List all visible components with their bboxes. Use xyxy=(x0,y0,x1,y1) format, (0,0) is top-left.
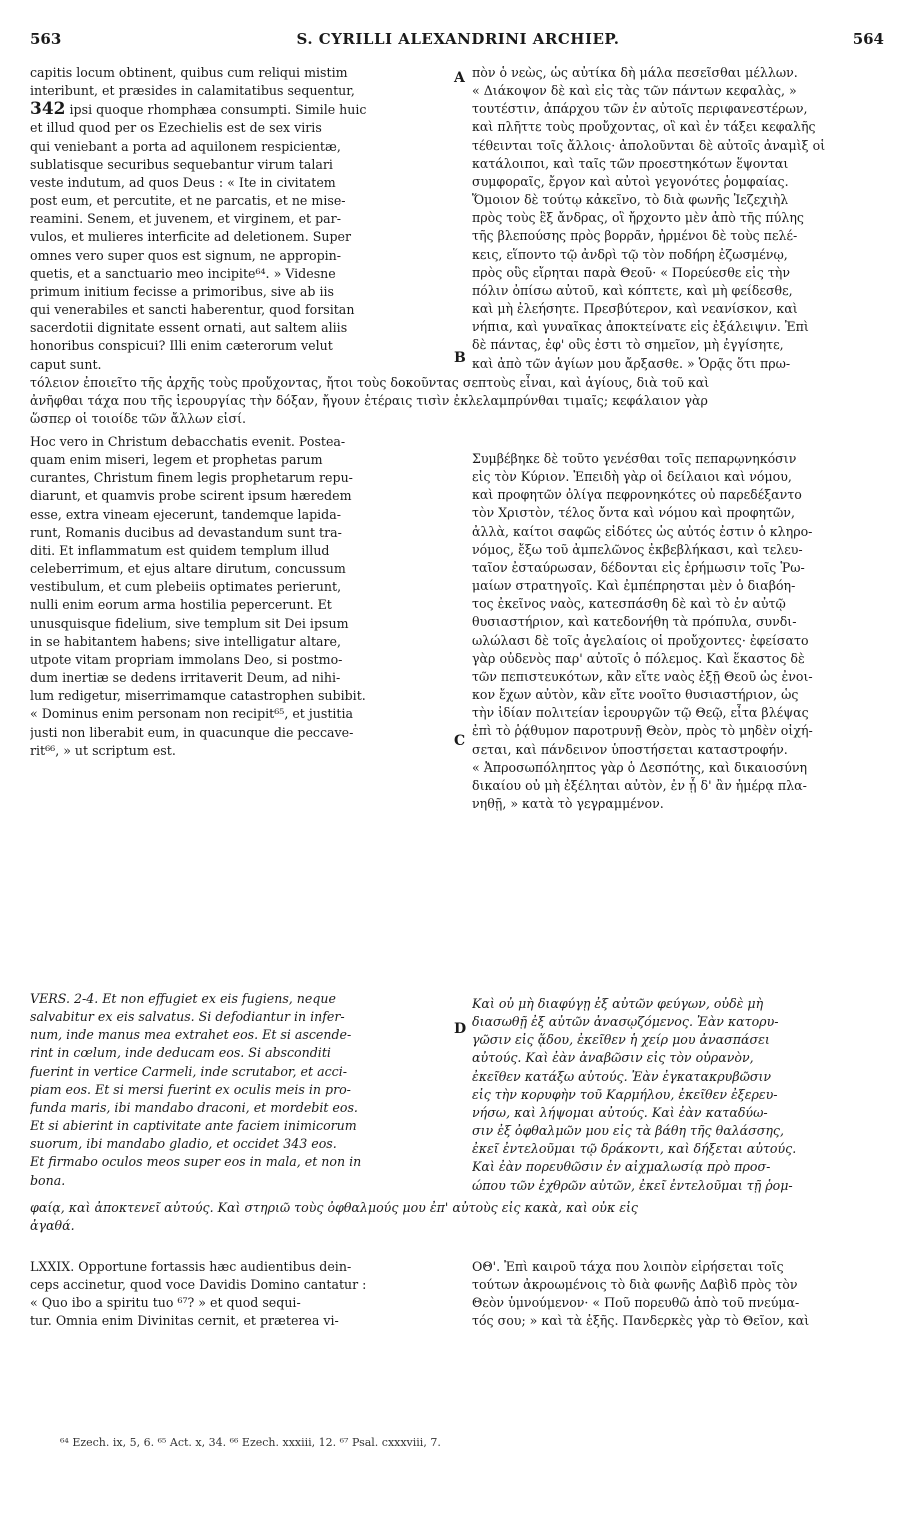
text-line: ἀνῆφθαι τάχα που τῆς ἱερουργίας τὴν δόξαν, ἤγουν ἑτέραις τισὶν ἐκλελαμπρύνθαι τιμαῖς; κεφάλαιον γὰρ xyxy=(30,393,708,409)
text-line: celeberrimum, et ejus altare dirutum, concussum xyxy=(30,561,346,577)
greek-closing-paragraph xyxy=(472,1258,884,1331)
text-line: piam eos. Et si mersi fuerint ex oculis meis in pro- xyxy=(30,1081,351,1097)
text-line: τέθεινται τοῖς ἄλλοις· ἀπολοῦνται δὲ αὐτοῖς ἀναμὶξ οἱ xyxy=(472,137,826,153)
text-line: ἐκεῖθεν κατάξω αὐτούς. Ἐὰν ἐγκατακρυβῶσιν xyxy=(472,1068,772,1084)
text-line: dum inertiæ se dedens irritaverit Deum, ad nihi- xyxy=(30,670,341,686)
text-line: γὰρ οὐδενὸς παρ' αὐτοῖς ὁ πόλεμος. Καὶ ἕκαστος δὲ xyxy=(472,650,805,666)
text-line: funda maris, ibi mandabo draconi, et mordebit eos. xyxy=(30,1099,358,1115)
text-line: tur. Omnia enim Divinitas cernit, et præterea vi- xyxy=(30,1313,339,1329)
text-line: interibunt, et præsides in calamitatibus sequentur, xyxy=(30,83,355,99)
text-line xyxy=(30,100,450,119)
text-line: rit⁶⁶, » ut scriptum est. xyxy=(30,742,176,758)
text-line: « Dominus enim personam non recipit⁶⁵, et justitia xyxy=(30,706,354,722)
text-line: γῶσιν εἰς ᾅδου, ἐκεῖθεν ἡ χείρ μου ἀνασπάσει xyxy=(472,1032,770,1048)
greek-spanning-text-2 xyxy=(30,1199,886,1235)
text-line: nulli enim eorum arma hostilia pepercerunt. Et xyxy=(30,597,332,613)
text-line: Καὶ ἐὰν πορευθῶσιν ἐν αἰχμαλωσίᾳ πρὸ προσ- xyxy=(472,1159,771,1175)
text-line: Ὅμοιον δὲ τούτῳ κἀκεῖνο, τὸ διὰ φωνῆς Ἰεζεχιὴλ xyxy=(472,192,789,208)
text-line: τὸν Χριστὸν, τέλος ὄντα καὶ νόμου καὶ προφητῶν, xyxy=(472,505,795,521)
left-page-number: 563 xyxy=(30,30,62,48)
text-line: διασωθῇ ἐξ αὐτῶν ἀνασῳζόμενος. Ἐὰν κατορυ- xyxy=(472,1014,779,1030)
text-line: τούτων ἀκροωμένοις τὸ διὰ φωνῆς Δαβὶδ πρὸς τὸν xyxy=(472,1277,798,1293)
latin-verse-block xyxy=(30,990,450,1190)
text-line: ὥσπερ οἱ τοιοίδε τῶν ἄλλων εἰσί. xyxy=(30,411,247,427)
text-line: ἀγαθά. xyxy=(30,1218,75,1234)
text-line: φαίᾳ, καὶ ἀποκτενεῖ αὐτούς. Καὶ στηριῶ τοὺς ὀφθαλμούς μου ἐπ' αὐτοὺς εἰς κακὰ, καὶ οὐκ εἰς xyxy=(30,1200,638,1215)
text-line: sacerdotii dignitate essent ornati, aut saltem aliis xyxy=(30,320,348,336)
text-line: runt, Romanis ducibus ad devastandum sunt tra- xyxy=(30,524,342,540)
text-line: πρὸς τοὺς ἓξ ἄνδρας, οἳ ἤρχοντο μὲν ἀπὸ τῆς πύλης xyxy=(472,210,804,226)
text-line: κον ἔχων αὐτὸν, κἂν εἴτε νοοῖτο θυσιαστήριον, ὡς xyxy=(472,687,799,703)
text-line: qui venerabiles et sancti haberentur, quod forsitan xyxy=(30,302,355,318)
text-line: post eum, et percutite, et ne parcatis, et ne mise- xyxy=(30,193,346,209)
text-line: Θεὸν ὑμνούμενον· « Ποῦ πορευθῶ ἀπὸ τοῦ πνεύμα- xyxy=(472,1295,800,1311)
text-line: τός σου; » καὶ τὰ ἑξῆς. Πανδερκὲς γὰρ τὸ Θεῖον, καὶ xyxy=(472,1313,810,1329)
text-line: VERS. 2-4. Et non effugiet ex eis fugiens, neque xyxy=(30,991,336,1006)
margin-letter-d: D xyxy=(454,1021,467,1037)
text-line: ἀλλὰ, καίτοι σαφῶς εἰδότες ὡς αὐτός ἐστιν ὁ κληρο- xyxy=(472,523,813,539)
text-line: μαίων στρατηγοῖς. Καὶ ἐμπέπρησται μὲν ὁ διαβόη- xyxy=(472,578,796,594)
text-line: rint in cœlum, inde deducam eos. Si absconditi xyxy=(30,1045,331,1061)
margin-letter-c: C xyxy=(454,733,466,749)
text-line: καὶ προφητῶν ὀλίγα πεφρονηκότες οὐ παρεδέξαντο xyxy=(472,487,802,503)
latin-middle-column xyxy=(30,433,450,760)
text-line: diti. Et inflammatum est quidem templum illud xyxy=(30,542,330,558)
text-line: suorum, ibi mandabo gladio, et occidet 343 eos. xyxy=(30,1136,337,1152)
greek-top-column xyxy=(472,64,884,373)
text-line: unusquisque fidelium, sive templum sit Dei ipsum xyxy=(30,615,349,631)
text-line: bona. xyxy=(30,1172,66,1188)
text-line: utpote vitam propriam immolans Deo, si postmo- xyxy=(30,651,343,667)
text-line: et illud quod per os Ezechielis est de sex viris xyxy=(30,120,322,136)
margin-letter-b: B xyxy=(454,350,466,366)
text-line: καὶ μὴ ἐλεήσητε. Πρεσβύτερον, καὶ νεανίσκον, καὶ xyxy=(472,301,798,317)
text-line: Hoc vero in Christum debacchatis evenit. Postea- xyxy=(30,434,346,449)
latin-top-column xyxy=(30,64,450,374)
text-line: ceps accinetur, quod voce Davidis Domino cantatur : xyxy=(30,1277,367,1293)
text-line: « Διάκοψον δὲ καὶ εἰς τὰς τῶν πάντων κεφαλὰς, » xyxy=(472,83,797,99)
text-line: curantes, Christum finem legis prophetarum repu- xyxy=(30,470,353,486)
text-line: vestibulum, et cum plebeiis optimates perierunt, xyxy=(30,579,342,595)
text-line: εἰς τὴν κορυφὴν τοῦ Καρμήλου, ἐκεῖθεν ἐξερευ- xyxy=(472,1086,778,1102)
latin-closing-paragraph xyxy=(30,1258,450,1331)
text-line: δικαίου οὐ μὴ ἐξέληται αὐτὸν, ἐν ᾗ δ' ἂν ἡμέρᾳ πλα- xyxy=(472,777,807,793)
footnotes: ⁶⁴ Ezech. ix, 5, 6. ⁶⁵ Act. x, 34. ⁶⁶ Ezech. xxxiii, 12. ⁶⁷ Psal. cxxxviii, 7. xyxy=(60,1436,441,1449)
text-line: νήσω, καὶ λήψομαι αὐτούς. Καὶ ἐὰν καταδύω- xyxy=(472,1104,768,1120)
text-line: quetis, et a sanctuario meo incipite⁶⁴. » Videsne xyxy=(30,265,336,281)
text-line: caput sunt. xyxy=(30,356,102,372)
text-line: σεται, καὶ πάνδεινον ὑποστήσεται καταστροφήν. xyxy=(472,741,788,757)
text-line: primum initium fecisse a primoribus, sive ab iis xyxy=(30,283,334,299)
column-number-342: 342 xyxy=(30,100,66,120)
text-line: reamini. Senem, et juvenem, et virginem, et par- xyxy=(30,211,341,227)
text-line: capitis locum obtinent, quibus cum reliqui mistim xyxy=(30,65,348,80)
text-line: Et si abierint in captivitate ante faciem inimicorum xyxy=(30,1118,357,1134)
text-line: καὶ ἀπὸ τῶν ἁγίων μου ἄρξασθε. » Ὁρᾷς ὅτι πρω- xyxy=(472,355,791,371)
text-line: esse, extra vineam ejecerunt, tandemque lapida- xyxy=(30,506,341,522)
text-line: τος ἐκεῖνος ναὸς, κατεσπάσθη δὲ καὶ τὸ ἐν αὐτῷ xyxy=(472,596,786,612)
text-line: vulos, et mulieres interficite ad deletionem. Super xyxy=(30,229,352,245)
text-line: in se habitantem habens; sive intelligatur altare, xyxy=(30,633,342,649)
text-line: τόλειον ἐποιεῖτο τῆς ἀρχῆς τοὺς προὔχοντας, ἤτοι τοὺς δοκοῦντας σεπτοὺς εἶναι, καὶ ἁγίους, διὰ τοῦ καὶ xyxy=(30,375,710,390)
margin-letter-a: A xyxy=(454,70,465,86)
text-line: ταῖον ἐσταύρωσαν, δέδονται εἰς ἐρήμωσιν τοῖς Ῥω- xyxy=(472,559,805,575)
right-page-number: 564 xyxy=(852,30,884,48)
text-line: κατάλοιποι, καὶ ταῖς τῶν προεστηκότων ἕψονται xyxy=(472,155,789,171)
text-line: Et firmabo oculos meos super eos in mala, et non in xyxy=(30,1154,362,1170)
text-line: ώπου τῶν ἐχθρῶν αὐτῶν, ἐκεῖ ἐντελοῦμαι τῇ ῥομ- xyxy=(472,1177,793,1193)
text-fragment: ipsi quoque rhomphæa consumpti. Simile huic xyxy=(69,102,367,118)
text-line: συμφοραῖς, ἔργον καὶ αὐτοὶ γεγονότες ῥομφαίας. xyxy=(472,173,789,189)
text-line: quam enim miseri, legem et prophetas parum xyxy=(30,452,323,468)
text-line: ἐκεῖ ἐντελοῦμαι τῷ δράκοντι, καὶ δήξεται αὐτούς. xyxy=(472,1141,797,1157)
text-line: νήπια, καὶ γυναῖκας ἀποκτείνατε εἰς ἐξάλειψιν. Ἐπὶ xyxy=(472,319,809,335)
text-line: πὸν ὁ νεὼς, ὡς αὐτίκα δὴ μάλα πεσεῖσθαι μέλλων. xyxy=(472,65,798,80)
text-line: fuerint in vertice Carmeli, inde scrutabor, et acci- xyxy=(30,1063,347,1079)
text-line: Συμβέβηκε δὲ τοῦτο γενέσθαι τοῖς πεπαρῳνηκόσιν xyxy=(472,451,797,466)
greek-verse-block xyxy=(472,995,884,1195)
text-line: αὐτούς. Καὶ ἐὰν ἀναβῶσιν εἰς τὸν οὐρανὸν, xyxy=(472,1050,754,1066)
text-line: « Ἀπροσωπόληπτος γὰρ ὁ Δεσπότης, καὶ δικαιοσύνη xyxy=(472,759,808,775)
text-line: δὲ πάντας, ἐφ' οὓς ἐστι τὸ σημεῖον, μὴ ἐγγίσητε, xyxy=(472,337,784,353)
running-title: S. CYRILLI ALEXANDRINI ARCHIEP. xyxy=(296,30,620,48)
text-line: καὶ πλῆττε τοὺς προὔχοντας, οἳ καὶ ἐν τάξει κεφαλῆς xyxy=(472,119,816,135)
text-line: veste indutum, ad quos Deus : « Ite in civitatem xyxy=(30,174,336,190)
text-line: πρὸς οὓς εἴρηται παρὰ Θεοῦ· « Πορεύεσθε εἰς τὴν xyxy=(472,264,790,280)
text-line: LXXIX. Opportune fortassis hæc audientibus dein- xyxy=(30,1259,352,1274)
greek-middle-column xyxy=(472,450,884,813)
text-line: Καὶ οὐ μὴ διαφύγῃ ἐξ αὐτῶν φεύγων, οὐδὲ μὴ xyxy=(472,996,764,1011)
text-line: lum redigetur, miserrimamque catastrophen subibit. xyxy=(30,688,366,704)
text-line: « Quo ibo a spiritu tuo ⁶⁷? » et quod sequi- xyxy=(30,1295,301,1311)
text-line: τουτέστιν, ἀπάρχου τῶν ἐν αὐτοῖς περιφανεστέρων, xyxy=(472,101,808,117)
running-header xyxy=(0,30,916,56)
text-line: sublatisque securibus sequebantur virum talari xyxy=(30,156,333,172)
text-line: ἐπὶ τὸ ῥᾴθυμον παροτρυνῇ Θεὸν, πρὸς τὸ μηδὲν οἰχή- xyxy=(472,723,813,739)
text-line: omnes vero super quos est signum, ne appropin- xyxy=(30,247,342,263)
text-line: diarunt, et quamvis probe scirent ipsum hæredem xyxy=(30,488,352,504)
text-line: salvabitur ex eis salvatus. Si defodiantur in infer- xyxy=(30,1009,345,1025)
text-line: τῶν πεπιστευκότων, κἂν εἴτε ναὸς ἐξῇ Θεοῦ ὡς ἐνοι- xyxy=(472,668,813,684)
text-line: ΟΘ'. Ἐπὶ καιροῦ τάχα που λοιπὸν εἰρήσεται τοῖς xyxy=(472,1259,784,1274)
text-line: θυσιαστήριον, καὶ κατεδονήθη τὰ πρόπυλα, συνδι- xyxy=(472,614,797,630)
text-line: κεις, εἵποντο τῷ ἀνδρὶ τῷ τὸν ποδήρη ἐζωσμένῳ, xyxy=(472,246,788,262)
text-line: qui veniebant a porta ad aquilonem respicientæ, xyxy=(30,138,341,154)
text-line: εἰς τὸν Κύριον. Ἐπειδὴ γὰρ οἱ δείλαιοι καὶ νόμου, xyxy=(472,469,792,485)
text-line: πόλιν ὀπίσω αὐτοῦ, καὶ κόπτετε, καὶ μὴ φείδεσθε, xyxy=(472,282,793,298)
text-line: νηθῇ, » κατὰ τὸ γεγραμμένον. xyxy=(472,795,664,811)
text-line: num, inde manus mea extrahet eos. Et si ascende- xyxy=(30,1027,352,1043)
text-line: justi non liberabit eum, in quacunque die peccave- xyxy=(30,724,354,740)
text-line: σιν ἐξ ὀφθαλμῶν μου εἰς τὰ βάθη τῆς θαλάσσης, xyxy=(472,1123,784,1139)
greek-spanning-text-1 xyxy=(30,374,886,428)
text-line: ωλώλασι δὲ τοῖς ἀγελαίοις οἱ προὔχοντες· ἐφείσατο xyxy=(472,632,809,648)
text-line: honoribus conspicui? Illi enim cæterorum velut xyxy=(30,338,333,354)
text-line: τῆς βλεπούσης πρὸς βορρᾶν, ἠρμένοι δὲ τοὺς πελέ- xyxy=(472,228,798,244)
text-line: νόμος, ἔξω τοῦ ἀμπελῶνος ἐκβεβλήκασι, καὶ τελευ- xyxy=(472,541,803,557)
text-line: τὴν ἰδίαν πολιτείαν ἱερουργῶν τῷ Θεῷ, εἶτα βλέψας xyxy=(472,705,809,721)
